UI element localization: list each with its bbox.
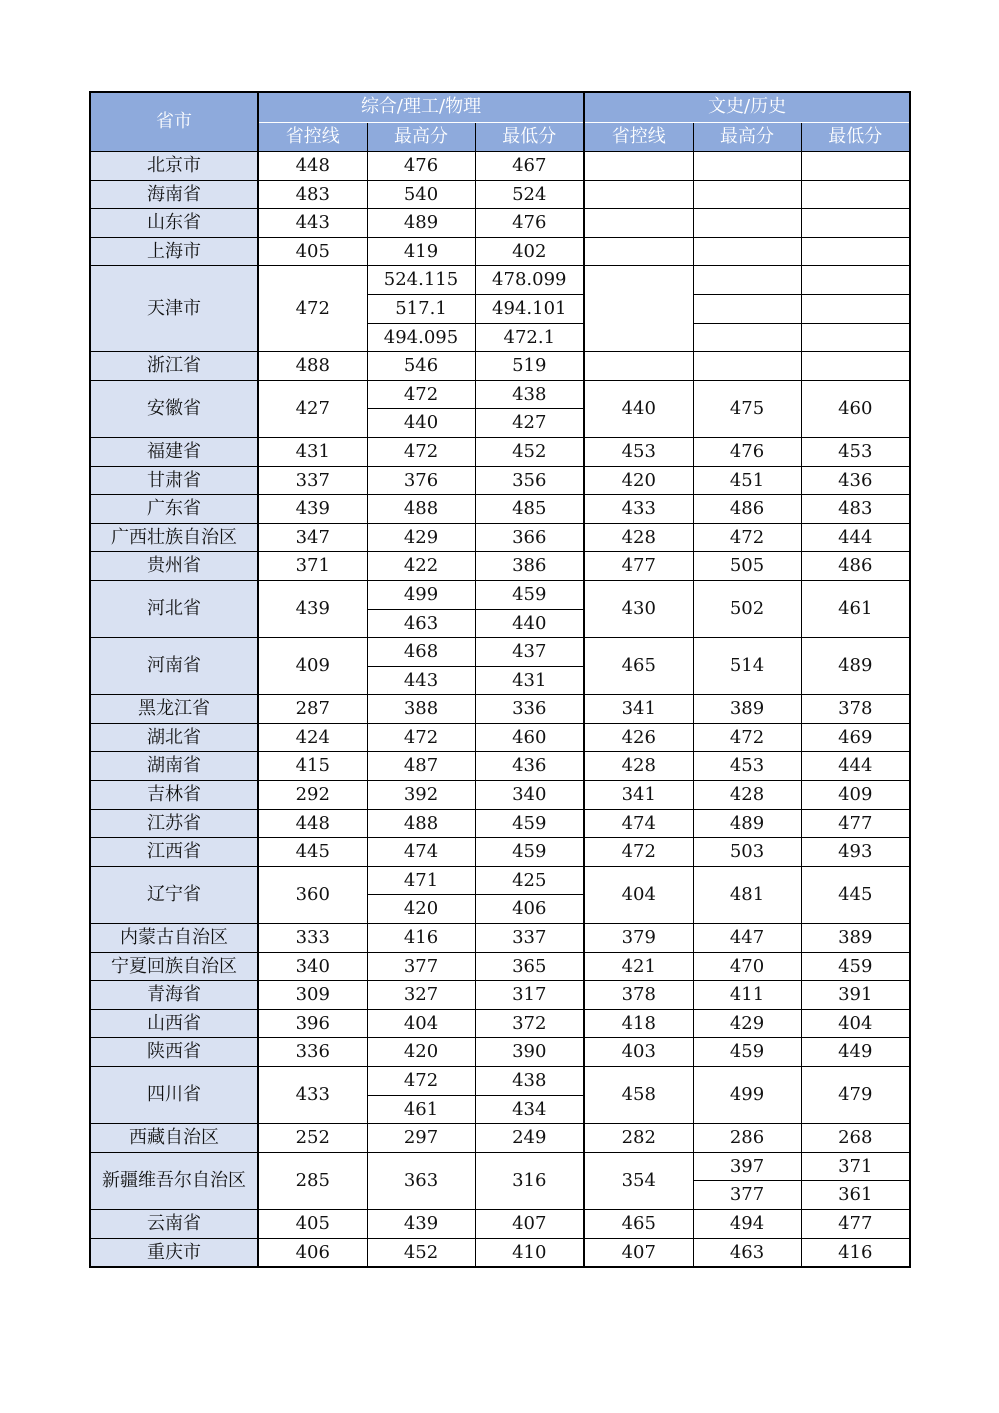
table-row xyxy=(90,580,910,609)
sci-min-cell: 524 xyxy=(475,180,584,209)
sci-max-cell: 416 xyxy=(367,924,475,953)
arts-max-cell: 475 xyxy=(693,380,801,437)
header-sci-control: 省控线 xyxy=(258,122,367,152)
sci-min-cell: 437 xyxy=(475,638,584,667)
arts-control-cell: 472 xyxy=(584,838,693,867)
table-row xyxy=(90,380,910,409)
sci-min-cell: 425 xyxy=(475,866,584,895)
arts-min-cell: 493 xyxy=(801,838,910,867)
sci-control-cell: 406 xyxy=(258,1238,367,1267)
sci-min-cell: 407 xyxy=(475,1209,584,1238)
sci-control-cell: 443 xyxy=(258,209,367,238)
table-row xyxy=(90,180,910,209)
arts-min-cell: 479 xyxy=(801,1067,910,1124)
sci-min-cell: 494.101 xyxy=(475,294,584,323)
arts-min-cell: 404 xyxy=(801,1009,910,1038)
sci-max-cell: 439 xyxy=(367,1209,475,1238)
arts-control-cell: 477 xyxy=(584,552,693,581)
arts-max-cell: 451 xyxy=(693,466,801,495)
sci-max-cell: 494.095 xyxy=(367,323,475,352)
sci-min-cell: 459 xyxy=(475,580,584,609)
arts-control-cell: 465 xyxy=(584,638,693,695)
province-cell: 山东省 xyxy=(90,209,258,238)
sci-control-cell: 445 xyxy=(258,838,367,867)
province-cell: 甘肃省 xyxy=(90,466,258,495)
province-cell: 内蒙古自治区 xyxy=(90,924,258,953)
arts-min-cell xyxy=(801,323,910,352)
sci-min-cell: 460 xyxy=(475,723,584,752)
arts-max-cell: 499 xyxy=(693,1067,801,1124)
arts-max-cell: 286 xyxy=(693,1124,801,1153)
sci-min-cell: 340 xyxy=(475,781,584,810)
province-cell: 青海省 xyxy=(90,981,258,1010)
arts-min-cell: 449 xyxy=(801,1038,910,1067)
table-row xyxy=(90,209,910,238)
arts-control-cell: 430 xyxy=(584,580,693,637)
arts-max-cell: 505 xyxy=(693,552,801,581)
arts-control-cell: 465 xyxy=(584,1209,693,1238)
arts-control-cell: 404 xyxy=(584,866,693,923)
sci-min-cell: 410 xyxy=(475,1238,584,1267)
sci-control-cell: 415 xyxy=(258,752,367,781)
sci-control-cell: 448 xyxy=(258,809,367,838)
sci-control-cell: 396 xyxy=(258,1009,367,1038)
sci-max-cell: 487 xyxy=(367,752,475,781)
table-row xyxy=(90,723,910,752)
sci-max-cell: 468 xyxy=(367,638,475,667)
arts-min-cell: 486 xyxy=(801,552,910,581)
sci-max-cell: 517.1 xyxy=(367,294,475,323)
sci-control-cell: 439 xyxy=(258,580,367,637)
arts-control-cell: 282 xyxy=(584,1124,693,1153)
sci-min-cell: 440 xyxy=(475,609,584,638)
arts-min-cell: 378 xyxy=(801,695,910,724)
arts-min-cell xyxy=(801,152,910,181)
sci-control-cell: 252 xyxy=(258,1124,367,1153)
province-cell: 天津市 xyxy=(90,266,258,352)
arts-min-cell: 436 xyxy=(801,466,910,495)
sci-max-cell: 488 xyxy=(367,809,475,838)
table-row xyxy=(90,952,910,981)
arts-min-cell: 409 xyxy=(801,781,910,810)
sci-min-cell: 249 xyxy=(475,1124,584,1153)
table-row xyxy=(90,695,910,724)
arts-max-cell: 377 xyxy=(693,1181,801,1210)
arts-control-cell xyxy=(584,209,693,238)
sci-control-cell: 483 xyxy=(258,180,367,209)
arts-min-cell: 460 xyxy=(801,380,910,437)
arts-max-cell: 459 xyxy=(693,1038,801,1067)
sci-max-cell: 546 xyxy=(367,352,475,381)
arts-min-cell xyxy=(801,294,910,323)
sci-max-cell: 327 xyxy=(367,981,475,1010)
table-row xyxy=(90,1152,910,1181)
province-cell: 广西壮族自治区 xyxy=(90,523,258,552)
sci-max-cell: 377 xyxy=(367,952,475,981)
sci-control-cell: 285 xyxy=(258,1152,367,1209)
sci-min-cell: 459 xyxy=(475,809,584,838)
province-cell: 北京市 xyxy=(90,152,258,181)
arts-control-cell: 453 xyxy=(584,437,693,466)
sci-control-cell: 340 xyxy=(258,952,367,981)
province-cell: 湖南省 xyxy=(90,752,258,781)
header-sci-min: 最低分 xyxy=(475,122,584,152)
sci-min-cell: 366 xyxy=(475,523,584,552)
sci-max-cell: 440 xyxy=(367,409,475,438)
sci-max-cell: 420 xyxy=(367,1038,475,1067)
sci-control-cell: 347 xyxy=(258,523,367,552)
arts-control-cell: 458 xyxy=(584,1067,693,1124)
sci-control-cell: 336 xyxy=(258,1038,367,1067)
sci-max-cell: 489 xyxy=(367,209,475,238)
sci-min-cell: 431 xyxy=(475,666,584,695)
province-cell: 山西省 xyxy=(90,1009,258,1038)
table-row xyxy=(90,1038,910,1067)
sci-min-cell: 336 xyxy=(475,695,584,724)
sci-min-cell: 438 xyxy=(475,380,584,409)
arts-control-cell xyxy=(584,152,693,181)
sci-min-cell: 472.1 xyxy=(475,323,584,352)
sci-control-cell: 405 xyxy=(258,237,367,266)
table-row xyxy=(90,1009,910,1038)
province-cell: 海南省 xyxy=(90,180,258,209)
arts-min-cell: 459 xyxy=(801,952,910,981)
sci-max-cell: 363 xyxy=(367,1152,475,1209)
province-cell: 重庆市 xyxy=(90,1238,258,1267)
sci-max-cell: 461 xyxy=(367,1095,475,1124)
sci-max-cell: 472 xyxy=(367,723,475,752)
province-cell: 江西省 xyxy=(90,838,258,867)
sci-min-cell: 406 xyxy=(475,895,584,924)
province-cell: 新疆维吾尔自治区 xyxy=(90,1152,258,1209)
table-header xyxy=(90,92,910,152)
arts-max-cell: 476 xyxy=(693,437,801,466)
sci-control-cell: 427 xyxy=(258,380,367,437)
arts-control-cell: 379 xyxy=(584,924,693,953)
table-row xyxy=(90,752,910,781)
sci-min-cell: 467 xyxy=(475,152,584,181)
sci-max-cell: 388 xyxy=(367,695,475,724)
sci-control-cell: 409 xyxy=(258,638,367,695)
arts-control-cell: 341 xyxy=(584,781,693,810)
arts-min-cell: 268 xyxy=(801,1124,910,1153)
sci-control-cell: 360 xyxy=(258,866,367,923)
arts-min-cell: 461 xyxy=(801,580,910,637)
arts-max-cell xyxy=(693,209,801,238)
arts-min-cell xyxy=(801,352,910,381)
province-cell: 广东省 xyxy=(90,495,258,524)
province-cell: 辽宁省 xyxy=(90,866,258,923)
sci-control-cell: 337 xyxy=(258,466,367,495)
arts-max-cell: 447 xyxy=(693,924,801,953)
table-row xyxy=(90,523,910,552)
sci-max-cell: 376 xyxy=(367,466,475,495)
table-row xyxy=(90,924,910,953)
header-sci-max: 最高分 xyxy=(367,122,475,152)
province-cell: 陕西省 xyxy=(90,1038,258,1067)
sci-max-cell: 297 xyxy=(367,1124,475,1153)
province-cell: 湖北省 xyxy=(90,723,258,752)
sci-min-cell: 356 xyxy=(475,466,584,495)
arts-control-cell: 433 xyxy=(584,495,693,524)
arts-control-cell: 407 xyxy=(584,1238,693,1267)
arts-control-cell: 354 xyxy=(584,1152,693,1209)
sci-control-cell: 431 xyxy=(258,437,367,466)
arts-min-cell: 444 xyxy=(801,523,910,552)
sci-max-cell: 392 xyxy=(367,781,475,810)
arts-min-cell xyxy=(801,266,910,295)
sci-max-cell: 524.115 xyxy=(367,266,475,295)
sci-control-cell: 424 xyxy=(258,723,367,752)
arts-min-cell: 477 xyxy=(801,1209,910,1238)
sci-min-cell: 402 xyxy=(475,237,584,266)
sci-min-cell: 386 xyxy=(475,552,584,581)
sci-min-cell: 365 xyxy=(475,952,584,981)
table-body xyxy=(90,152,910,1268)
arts-max-cell: 389 xyxy=(693,695,801,724)
sci-control-cell: 488 xyxy=(258,352,367,381)
province-cell: 上海市 xyxy=(90,237,258,266)
arts-min-cell: 361 xyxy=(801,1181,910,1210)
header-arts-min: 最低分 xyxy=(801,122,910,152)
arts-control-cell: 403 xyxy=(584,1038,693,1067)
province-cell: 西藏自治区 xyxy=(90,1124,258,1153)
arts-max-cell: 502 xyxy=(693,580,801,637)
arts-min-cell: 483 xyxy=(801,495,910,524)
arts-control-cell: 341 xyxy=(584,695,693,724)
table-row xyxy=(90,866,910,895)
sci-min-cell: 519 xyxy=(475,352,584,381)
table-row xyxy=(90,638,910,667)
province-cell: 安徽省 xyxy=(90,380,258,437)
arts-min-cell: 445 xyxy=(801,866,910,923)
sci-max-cell: 422 xyxy=(367,552,475,581)
sci-min-cell: 452 xyxy=(475,437,584,466)
table-row xyxy=(90,266,910,295)
arts-min-cell: 477 xyxy=(801,809,910,838)
arts-control-cell: 420 xyxy=(584,466,693,495)
arts-max-cell xyxy=(693,294,801,323)
arts-min-cell: 489 xyxy=(801,638,910,695)
arts-control-cell: 428 xyxy=(584,752,693,781)
sci-min-cell: 485 xyxy=(475,495,584,524)
sci-min-cell: 317 xyxy=(475,981,584,1010)
sci-control-cell: 309 xyxy=(258,981,367,1010)
sci-max-cell: 472 xyxy=(367,380,475,409)
table-row xyxy=(90,552,910,581)
sci-max-cell: 472 xyxy=(367,1067,475,1096)
sci-max-cell: 540 xyxy=(367,180,475,209)
sci-control-cell: 433 xyxy=(258,1067,367,1124)
sci-min-cell: 427 xyxy=(475,409,584,438)
arts-max-cell: 472 xyxy=(693,523,801,552)
province-cell: 河南省 xyxy=(90,638,258,695)
arts-max-cell xyxy=(693,323,801,352)
sci-control-cell: 405 xyxy=(258,1209,367,1238)
arts-max-cell xyxy=(693,180,801,209)
sci-max-cell: 488 xyxy=(367,495,475,524)
table-row xyxy=(90,437,910,466)
sci-max-cell: 420 xyxy=(367,895,475,924)
sci-min-cell: 476 xyxy=(475,209,584,238)
table-row xyxy=(90,838,910,867)
table-row xyxy=(90,152,910,181)
table-row xyxy=(90,352,910,381)
province-cell: 江苏省 xyxy=(90,809,258,838)
table-row xyxy=(90,809,910,838)
sci-min-cell: 438 xyxy=(475,1067,584,1096)
table-row xyxy=(90,466,910,495)
arts-min-cell: 453 xyxy=(801,437,910,466)
arts-min-cell: 389 xyxy=(801,924,910,953)
table-row xyxy=(90,237,910,266)
arts-min-cell: 391 xyxy=(801,981,910,1010)
sci-max-cell: 471 xyxy=(367,866,475,895)
table-row xyxy=(90,1067,910,1096)
sci-min-cell: 434 xyxy=(475,1095,584,1124)
sci-max-cell: 499 xyxy=(367,580,475,609)
arts-max-cell xyxy=(693,152,801,181)
arts-max-cell: 494 xyxy=(693,1209,801,1238)
header-group-arts: 文史/历史 xyxy=(584,92,910,122)
header-row-groups xyxy=(90,92,910,122)
arts-max-cell: 486 xyxy=(693,495,801,524)
arts-control-cell xyxy=(584,266,693,352)
arts-max-cell: 397 xyxy=(693,1152,801,1181)
table-row xyxy=(90,1124,910,1153)
arts-max-cell: 453 xyxy=(693,752,801,781)
province-cell: 四川省 xyxy=(90,1067,258,1124)
sci-control-cell: 333 xyxy=(258,924,367,953)
arts-max-cell: 514 xyxy=(693,638,801,695)
arts-max-cell: 472 xyxy=(693,723,801,752)
arts-min-cell: 371 xyxy=(801,1152,910,1181)
sci-control-cell: 439 xyxy=(258,495,367,524)
arts-control-cell: 378 xyxy=(584,981,693,1010)
header-arts-max: 最高分 xyxy=(693,122,801,152)
arts-max-cell: 470 xyxy=(693,952,801,981)
province-cell: 黑龙江省 xyxy=(90,695,258,724)
province-cell: 浙江省 xyxy=(90,352,258,381)
table-row xyxy=(90,781,910,810)
sci-min-cell: 337 xyxy=(475,924,584,953)
province-cell: 河北省 xyxy=(90,580,258,637)
sci-control-cell: 371 xyxy=(258,552,367,581)
score-table xyxy=(89,91,911,1268)
arts-control-cell: 426 xyxy=(584,723,693,752)
arts-min-cell: 416 xyxy=(801,1238,910,1267)
header-province: 省市 xyxy=(90,92,258,152)
sci-min-cell: 459 xyxy=(475,838,584,867)
arts-max-cell: 481 xyxy=(693,866,801,923)
table-row xyxy=(90,1209,910,1238)
sci-max-cell: 472 xyxy=(367,437,475,466)
sci-control-cell: 448 xyxy=(258,152,367,181)
sci-control-cell: 292 xyxy=(258,781,367,810)
province-cell: 云南省 xyxy=(90,1209,258,1238)
province-cell: 福建省 xyxy=(90,437,258,466)
province-cell: 贵州省 xyxy=(90,552,258,581)
arts-max-cell: 428 xyxy=(693,781,801,810)
arts-min-cell xyxy=(801,209,910,238)
sci-min-cell: 436 xyxy=(475,752,584,781)
province-cell: 宁夏回族自治区 xyxy=(90,952,258,981)
arts-min-cell: 469 xyxy=(801,723,910,752)
arts-control-cell xyxy=(584,352,693,381)
arts-min-cell: 444 xyxy=(801,752,910,781)
arts-min-cell xyxy=(801,237,910,266)
arts-max-cell xyxy=(693,237,801,266)
sci-max-cell: 476 xyxy=(367,152,475,181)
header-arts-control: 省控线 xyxy=(584,122,693,152)
arts-control-cell: 418 xyxy=(584,1009,693,1038)
arts-control-cell xyxy=(584,180,693,209)
table-row xyxy=(90,1238,910,1267)
arts-max-cell: 503 xyxy=(693,838,801,867)
header-group-science: 综合/理工/物理 xyxy=(258,92,584,122)
sci-max-cell: 419 xyxy=(367,237,475,266)
table-row xyxy=(90,981,910,1010)
arts-control-cell: 474 xyxy=(584,809,693,838)
arts-max-cell: 411 xyxy=(693,981,801,1010)
arts-max-cell: 463 xyxy=(693,1238,801,1267)
sci-min-cell: 478.099 xyxy=(475,266,584,295)
arts-control-cell: 428 xyxy=(584,523,693,552)
sci-max-cell: 452 xyxy=(367,1238,475,1267)
sci-max-cell: 474 xyxy=(367,838,475,867)
sci-min-cell: 316 xyxy=(475,1152,584,1209)
arts-control-cell: 440 xyxy=(584,380,693,437)
arts-max-cell xyxy=(693,352,801,381)
sci-control-cell: 472 xyxy=(258,266,367,352)
arts-control-cell: 421 xyxy=(584,952,693,981)
arts-max-cell xyxy=(693,266,801,295)
sci-max-cell: 463 xyxy=(367,609,475,638)
province-cell: 吉林省 xyxy=(90,781,258,810)
table-row xyxy=(90,495,910,524)
sci-max-cell: 443 xyxy=(367,666,475,695)
arts-max-cell: 489 xyxy=(693,809,801,838)
sci-min-cell: 390 xyxy=(475,1038,584,1067)
arts-max-cell: 429 xyxy=(693,1009,801,1038)
arts-control-cell xyxy=(584,237,693,266)
sci-control-cell: 287 xyxy=(258,695,367,724)
sci-max-cell: 404 xyxy=(367,1009,475,1038)
sci-max-cell: 429 xyxy=(367,523,475,552)
arts-min-cell xyxy=(801,180,910,209)
sci-min-cell: 372 xyxy=(475,1009,584,1038)
